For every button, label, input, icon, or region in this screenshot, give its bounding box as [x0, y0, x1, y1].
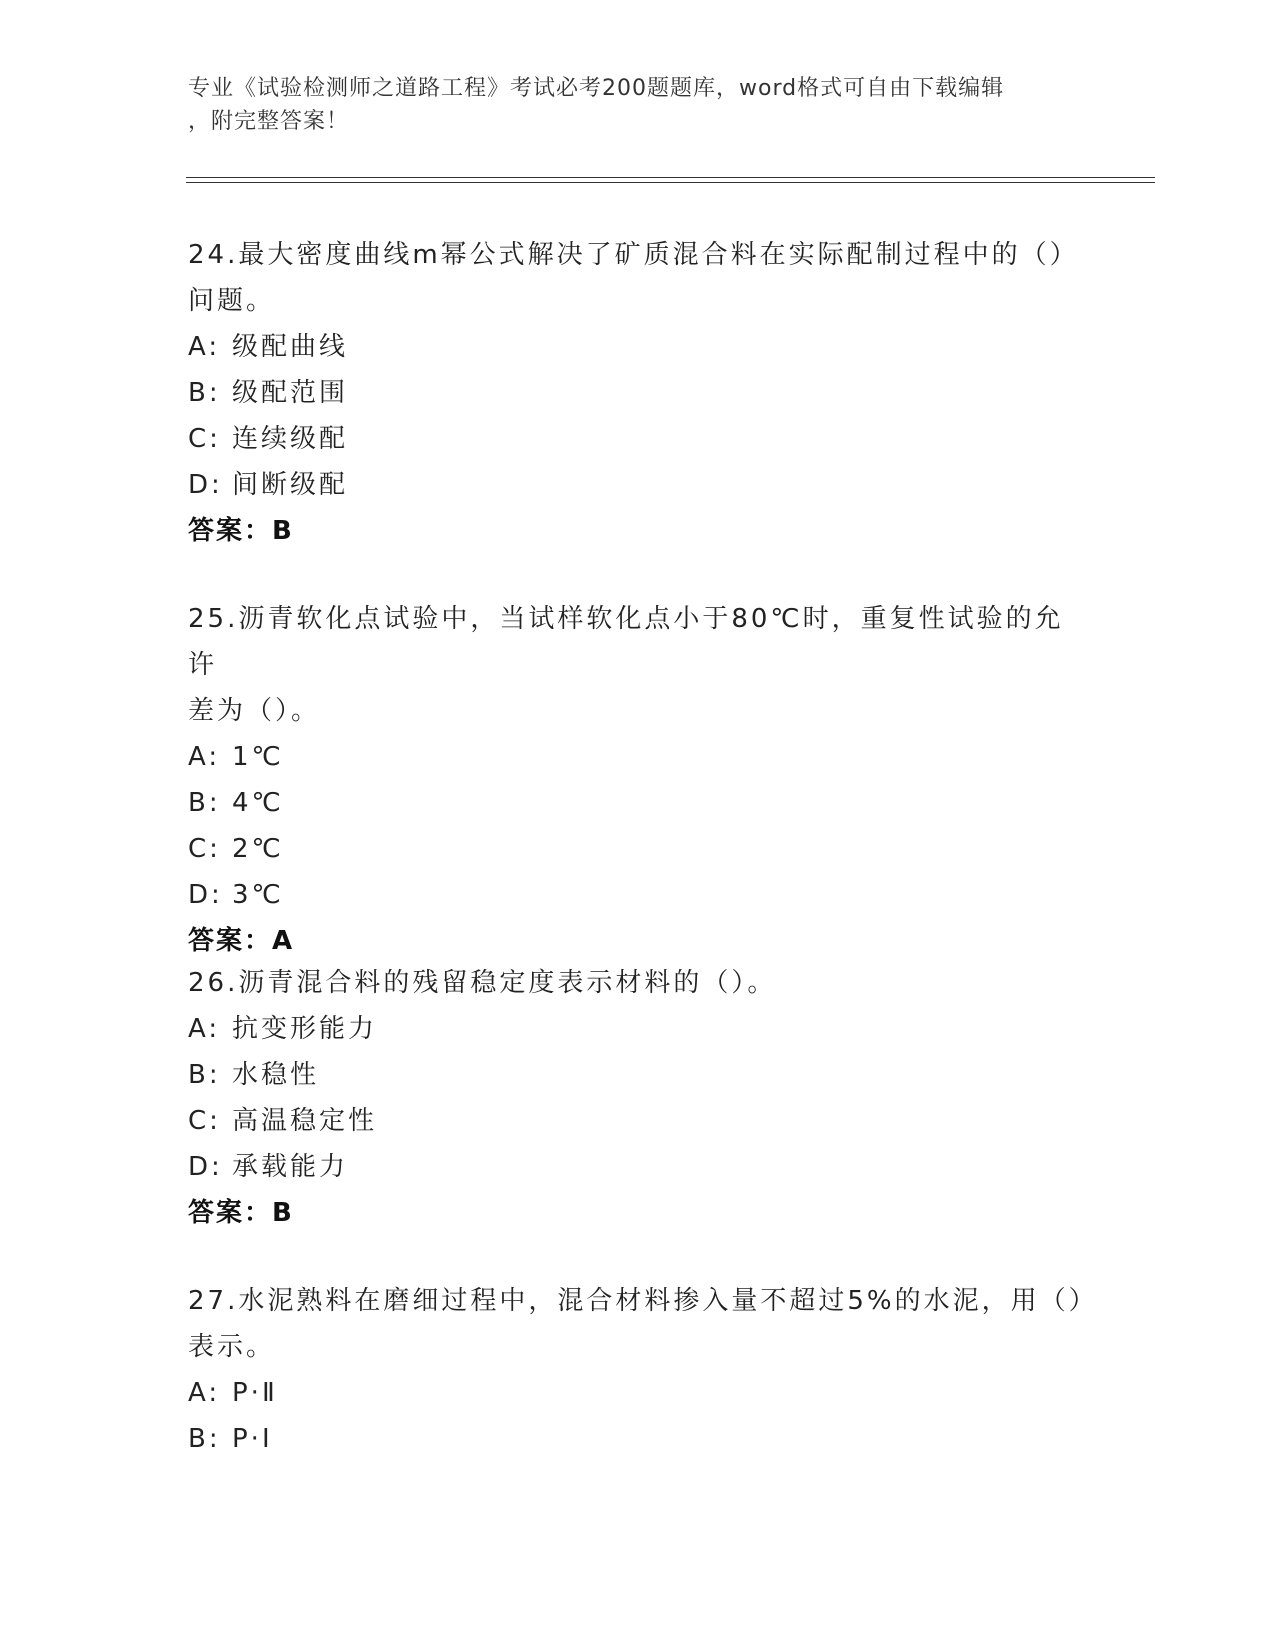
option-text: 高温稳定性 [232, 1106, 378, 1136]
question-stem: 26.沥青混合料的残留稳定度表示材料的（）。 [188, 968, 777, 998]
option-key: C: [188, 834, 221, 864]
question-25 [188, 596, 1088, 964]
option-c [188, 416, 1088, 462]
answer-line: 答案：B [188, 516, 294, 546]
question-stem: 27.水泥熟料在磨细过程中，混合材料掺入量不超过5%的水泥，用（） [188, 1286, 1098, 1316]
question-stem: 24.最大密度曲线m幂公式解决了矿质混合料在实际配制过程中的（） [188, 240, 1079, 270]
option-c [188, 826, 1088, 872]
option-text: P·Ⅱ [232, 1378, 278, 1408]
question-26 [188, 960, 1088, 1236]
option-a [188, 1370, 1088, 1416]
option-key: C: [188, 424, 221, 454]
header-line-1: 专业《试验检测师之道路工程》考试必考200题题库，word格式可自由下载编辑 [188, 76, 1005, 101]
option-a [188, 734, 1088, 780]
option-key: A: [188, 1378, 221, 1408]
option-b [188, 780, 1088, 826]
question-stem-continued: 问题。 [188, 286, 276, 316]
question-27 [188, 1278, 1098, 1462]
answer-line: 答案：A [188, 926, 295, 956]
option-b [188, 1416, 1088, 1462]
option-key: C: [188, 1106, 221, 1136]
option-text: 1℃ [232, 742, 284, 772]
option-text: 抗变形能力 [232, 1014, 378, 1044]
header-divider-bottom [186, 182, 1155, 183]
header-line-2: ，附完整答案！ [188, 109, 350, 134]
option-text: 级配范围 [232, 378, 349, 408]
option-key: D: [188, 470, 223, 500]
option-text: 2℃ [232, 834, 284, 864]
answer-line: 答案：B [188, 1198, 294, 1228]
option-text: 级配曲线 [232, 332, 349, 362]
option-key: D: [188, 1152, 223, 1182]
option-key: B: [188, 1060, 221, 1090]
option-d [188, 1144, 1088, 1190]
option-key: B: [188, 788, 221, 818]
question-24 [188, 232, 1088, 554]
option-key: A: [188, 332, 221, 362]
option-key: A: [188, 1014, 221, 1044]
option-b [188, 370, 1088, 416]
question-stem: 25.沥青软化点试验中，当试样软化点小于80℃时，重复性试验的允许 [188, 604, 1064, 680]
question-stem-continued: 差为（）。 [188, 696, 321, 726]
option-key: A: [188, 742, 221, 772]
option-text: 4℃ [232, 788, 284, 818]
option-d [188, 872, 1088, 918]
option-text: 承载能力 [232, 1152, 349, 1182]
question-stem-continued: 表示。 [188, 1332, 276, 1362]
option-b [188, 1052, 1088, 1098]
option-key: D: [188, 880, 223, 910]
option-text: 连续级配 [232, 424, 349, 454]
option-text: 3℃ [232, 880, 284, 910]
option-text: 间断级配 [232, 470, 349, 500]
option-d [188, 462, 1088, 508]
option-a [188, 324, 1088, 370]
document-header [188, 72, 1068, 138]
header-divider-top [186, 177, 1155, 178]
option-c [188, 1098, 1088, 1144]
option-key: B: [188, 378, 221, 408]
option-a [188, 1006, 1088, 1052]
option-text: P·Ⅰ [232, 1424, 273, 1454]
option-text: 水稳性 [232, 1060, 320, 1090]
option-key: B: [188, 1424, 221, 1454]
